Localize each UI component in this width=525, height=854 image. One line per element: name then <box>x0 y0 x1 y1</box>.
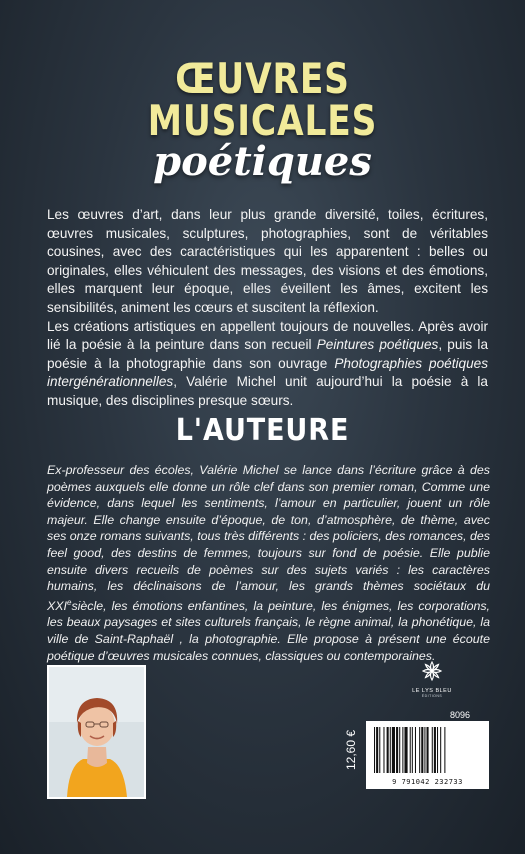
publisher-logo <box>410 660 454 698</box>
bio-text: , dans lequel les sentiments, l’amour en particulier, jouent un rôle majeur. Elle change ensuite d’époque, de ton, d’atmosphère, de thème, avec ses onze romans suivants, tous très différents : des policiers, des romances, des feel good, des destins de femmes, toujours sur fond de poésie. Elle publie ensuite divers recueils de poèmes sur des sujets variés : les caractères humains, les déclinaisons de l’amour, les grands thèmes sociétaux du XXI <box>47 496 490 613</box>
book-title-reference: Photographies poétiques intergénérationnelles <box>47 355 488 390</box>
description-text: , puis la poésie à la photographie dans son ouvrage <box>47 337 488 371</box>
barcode <box>366 721 489 789</box>
author-photo <box>47 665 146 799</box>
title-line-3: poétiques <box>153 138 372 185</box>
book-title-reference: Peintures poétiques <box>316 337 439 353</box>
barcode-number: 9 791042 232733 <box>392 778 463 786</box>
barcode-bars <box>366 721 489 777</box>
price-label: 12,60 € <box>344 729 358 770</box>
author-heading: L'AUTEURE <box>175 413 350 448</box>
publisher-subtitle: ÉDITIONS <box>421 694 443 698</box>
novel-title: Comme une évidence <box>47 479 490 511</box>
book-code: 8096 <box>450 710 471 720</box>
description-text: , Valérie Michel unit aujourd’hui la poésie à la musique, des disciplines presque sœurs. <box>47 374 488 408</box>
author-bio <box>47 462 490 664</box>
description-text: Les créations artistiques en appellent toujours de nouvelles. Après avoir lié la poésie à la peinture dans son recueil <box>47 318 488 353</box>
title-line-2: MUSICALES <box>147 96 378 145</box>
lily-logo-icon <box>421 669 443 686</box>
title-line-1: ŒUVRES <box>175 54 350 103</box>
century-superscript: e <box>66 597 72 607</box>
description-paragraph-1: Les œuvres d’art, dans leur plus grande diversité, toiles, écritures, œuvres musicales, sculptures, photographies, sont de véritables cousines, avec des caractéristiques qui les apparentent : belles ou originales, elles véhiculent des messages, des visions et des émotions, elles marquent leur époque, elles éveillent les âmes, excitent les sensibilités, animent les cœurs et suscitent la réflexion. <box>47 207 488 315</box>
book-description <box>47 206 488 411</box>
description-paragraph-2 <box>47 318 488 411</box>
book-title <box>0 54 525 185</box>
bio-text: siècle, les émotions enfantines, la peinture, les énigmes, les corporations, les beaux paysages et sites culturels français, le règne animal, la phonétique, la ville de Saint-Raphaël , la photographie. Elle propose à présent une écoute poétique d’œuvres musicales connues, classiques ou contemporaines. <box>47 598 490 663</box>
bio-text: Ex-professeur des écoles, Valérie Michel se lance dans l’écriture grâce à des poèmes auxquels elle donne un rôle clef dans son premier roman, <box>47 463 490 494</box>
publisher-name: LE LYS BLEU <box>412 688 452 694</box>
